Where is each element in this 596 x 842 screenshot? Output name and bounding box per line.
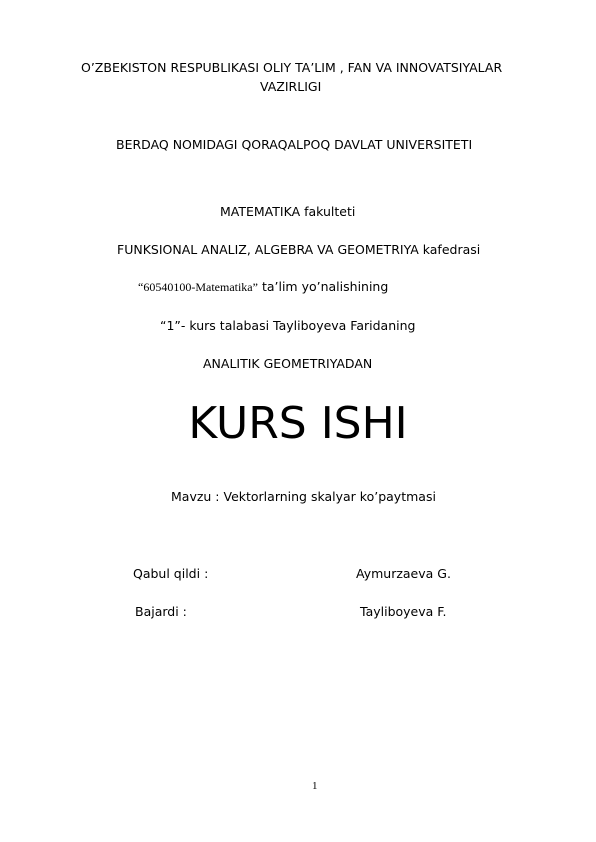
ministry-line-1: O’ZBEKISTON RESPUBLIKASI OLIY TA’LIM , FAN VA INNOVATSIYALAR	[81, 60, 503, 75]
done-label: Bajardi :	[135, 604, 187, 619]
subject-line: ANALITIK GEOMETRIYADAN	[203, 356, 373, 371]
student-line: “1”- kurs talabasi Tayliboyeva Faridaning	[160, 318, 416, 333]
page-number: 1	[312, 780, 318, 792]
direction-suffix: ta’lim yo’nalishining	[261, 279, 389, 294]
done-name: Tayliboyeva F.	[360, 604, 447, 619]
department-name: FUNKSIONAL ANALIZ, ALGEBRA VA GEOMETRIYA kafedrasi	[117, 242, 481, 257]
accepted-label: Qabul qildi :	[133, 566, 209, 581]
faculty-name: MATEMATIKA fakulteti	[220, 204, 356, 219]
direction-line	[138, 279, 388, 295]
accepted-name: Aymurzaeva G.	[356, 566, 451, 581]
topic-line: Mavzu : Vektorlarning skalyar ko’paytmasi	[171, 489, 436, 504]
ministry-line-2: VAZIRLIGI	[260, 79, 322, 94]
university-name: BERDAQ NOMIDAGI QORAQALPOQ DAVLAT UNIVERSITETI	[116, 137, 473, 152]
direction-code: “60540100-Matematika”	[138, 280, 258, 294]
document-title: KURS ISHI	[188, 398, 408, 449]
